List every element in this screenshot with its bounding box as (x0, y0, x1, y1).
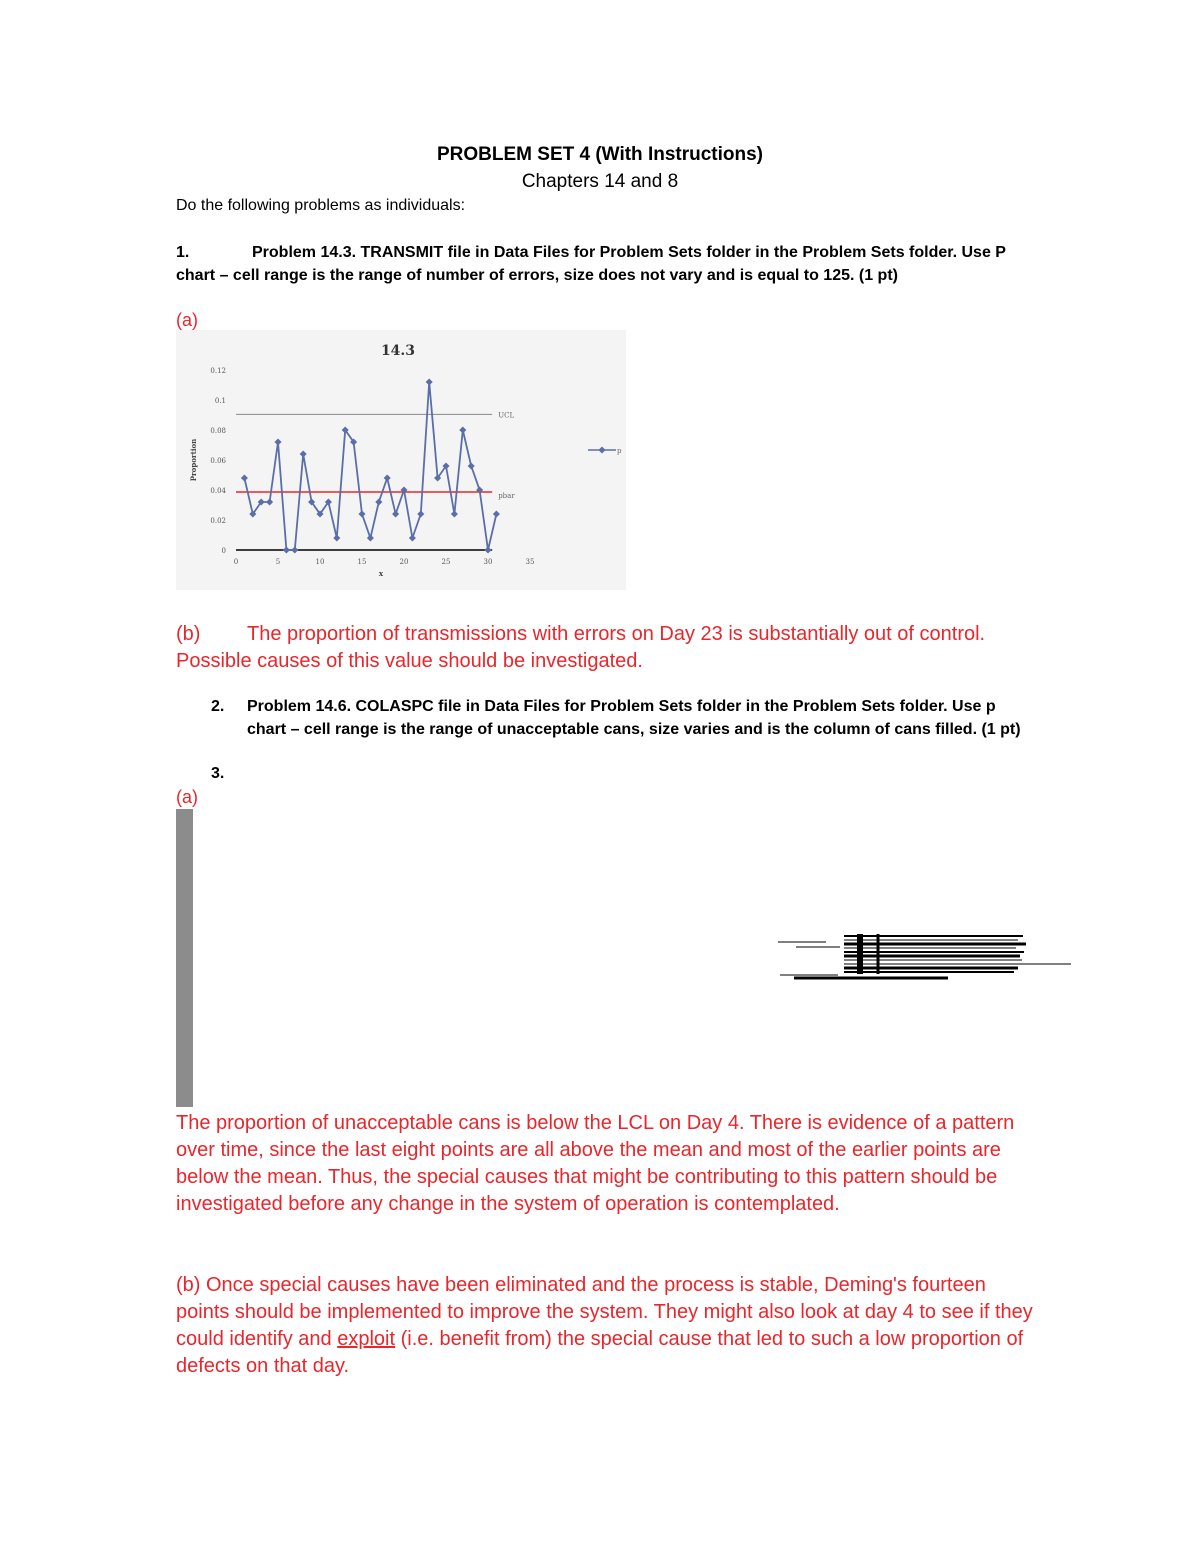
x-tick-label: 0 (233, 558, 239, 566)
data-point (468, 462, 475, 469)
data-point (300, 450, 307, 457)
y-tick-label: 0.06 (210, 457, 226, 465)
y-tick-label: 0.1 (214, 397, 226, 405)
y-tick-label: 0.12 (210, 367, 226, 375)
y-tick-label: 0.08 (210, 427, 226, 435)
problem-1-part-b-answer (176, 621, 1026, 675)
chart-title: 14.3 (380, 343, 416, 359)
problem-2-part-a-label: (a) (176, 787, 198, 807)
x-tick-label: 35 (525, 558, 535, 566)
problem-1-part-b-text: The proportion of transmissions with errors on Day 23 is substantially out of control. Possible causes of this value should be investigated. (176, 623, 986, 672)
legend-label: p (617, 447, 622, 455)
legend-marker (598, 446, 605, 453)
problem-2-number: 2. (211, 698, 225, 715)
problem-1-number: 1. (176, 244, 190, 261)
problem-2-part-b-answer (176, 1272, 1036, 1380)
y-tick-label: 0.04 (210, 487, 226, 495)
problem-1-part-a-label: (a) (176, 310, 198, 330)
x-tick-label: 15 (357, 558, 367, 566)
data-point (484, 546, 491, 553)
data-point (493, 510, 500, 517)
problem-1-statement (176, 241, 1026, 287)
problem-2-statement (211, 695, 1031, 741)
intro-text: Do the following problems as individuals: (176, 197, 466, 214)
problem-2-text: Problem 14.6. COLASPC file in Data Files for Problem Sets folder in the Problem Sets folder. Use p chart – cell range is the range of unacceptable cans, size varies and is the column of cans filled. (1 pt) (247, 698, 1021, 738)
exploit-underlined-word: exploit (337, 1328, 396, 1350)
broken-chart-fragment (778, 930, 1073, 982)
x-axis-label: x (378, 569, 384, 578)
x-tick-label: 30 (483, 558, 493, 566)
series-line-p (244, 382, 496, 550)
problem-1-text: Problem 14.3. TRANSMIT file in Data Files for Problem Sets folder in the Problem Sets folder. Use P chart – cell range is the range of number of errors, size does not vary and is equal to 125. (1 pt) (176, 244, 1006, 284)
data-point (451, 510, 458, 517)
page-title: PROBLEM SET 4 (With Instructions) (437, 144, 763, 165)
problem-3-number: 3. (211, 765, 225, 782)
data-point (459, 426, 466, 433)
x-tick-label: 20 (399, 558, 409, 566)
data-point (409, 534, 416, 541)
data-point (266, 498, 273, 505)
data-point (358, 510, 365, 517)
page-subtitle: Chapters 14 and 8 (521, 171, 679, 192)
y-axis-label: Proportion (189, 438, 198, 482)
x-tick-label: 25 (441, 558, 451, 566)
data-point (375, 498, 382, 505)
p-chart-svg (176, 330, 626, 590)
problem-2-part-a-answer: The proportion of unacceptable cans is below the LCL on Day 4. There is evidence of a pattern over time, since the last eight points are all above the mean and most of the earlier points are below the mean. Thus, the special causes that might be contributing to this pattern should be investigated before any change in the system of operation is contemplated. (176, 1112, 1015, 1215)
data-point (392, 510, 399, 517)
y-tick-label: 0.02 (210, 517, 226, 525)
broken-chart-bar (176, 809, 193, 1107)
data-point (384, 474, 391, 481)
data-point (291, 546, 298, 553)
data-point (241, 474, 248, 481)
data-point (367, 534, 374, 541)
data-point (283, 546, 290, 553)
problem-1-part-b-label: (b) (176, 623, 201, 645)
data-point (274, 438, 281, 445)
y-tick-label: 0 (221, 547, 226, 555)
data-point (417, 510, 424, 517)
data-point (426, 378, 433, 385)
pbar-label: pbar (498, 491, 515, 500)
problem-2-part-b-text-end: (i.e. benefit from) the special cause that led to such a low proportion of defects on that day. (176, 1328, 1024, 1377)
problem-2-part-b-text-start: (b) Once special causes have been eliminated and the process is stable, Deming's fourteen points should be implemented to improve the system. They might also look at day 4 to see if they could identify and (176, 1274, 1033, 1350)
data-point (333, 534, 340, 541)
x-tick-label: 5 (275, 558, 281, 566)
p-chart-14-3 (176, 330, 626, 590)
ucl-label: UCL (498, 411, 515, 420)
x-tick-label: 10 (315, 558, 325, 566)
